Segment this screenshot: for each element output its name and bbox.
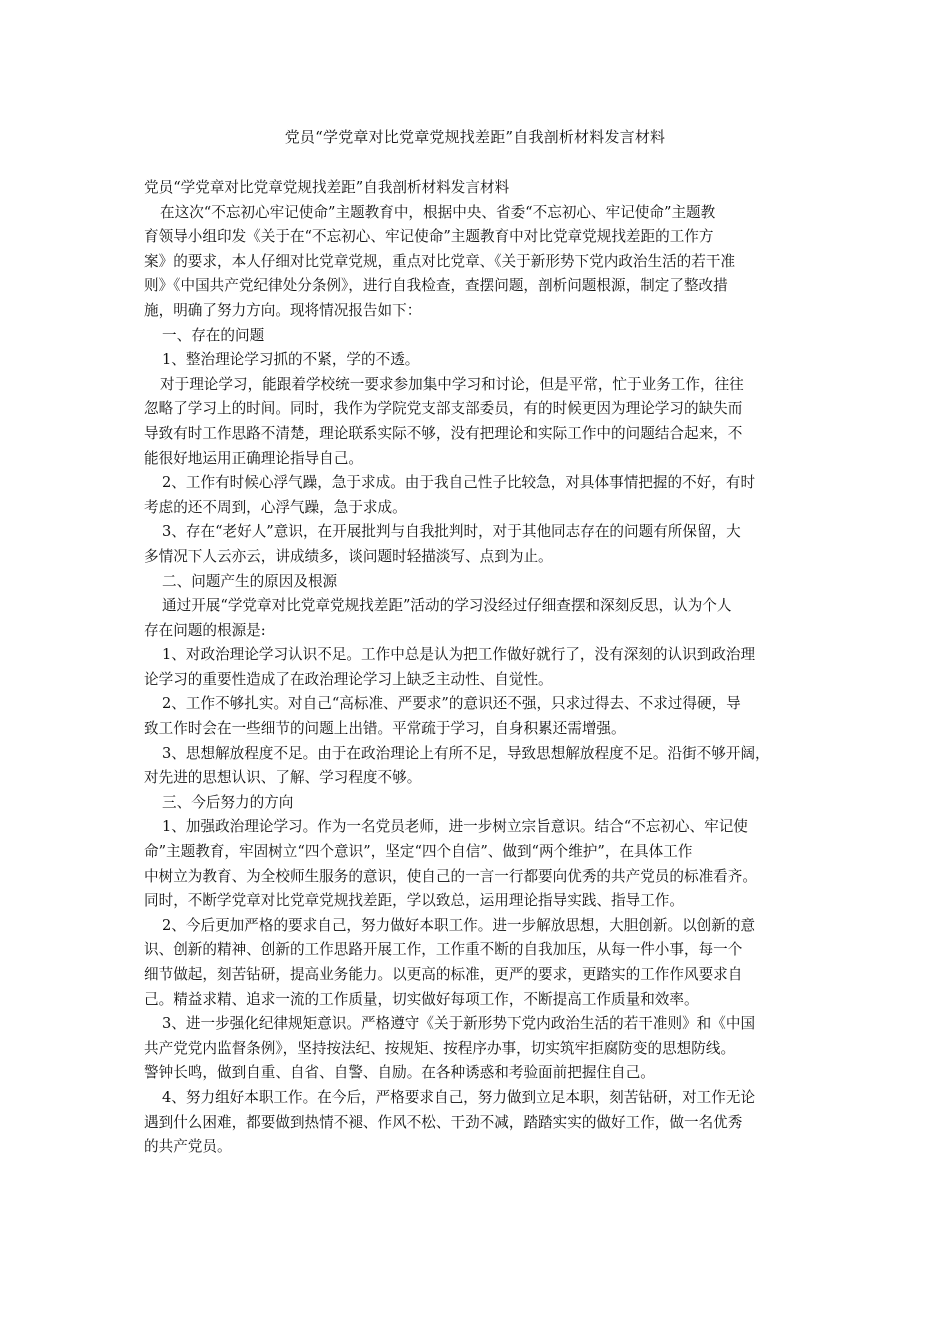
- body-line: 2、工作有时候心浮气躁，急于求成。由于我自己性子比较急，对具体事情把握的不好，有时: [162, 474, 756, 492]
- body-line: 2、今后更加严格的要求自己，努力做好本职工作。进一步解放思想，大胆创新。以创新的意: [162, 916, 756, 934]
- body-line: 1、加强政治理论学习。作为一名党员老师，进一步树立宗旨意识。结合“不忘初心、牢记使: [162, 818, 748, 836]
- body-line: 对先进的思想认识、了解、学习程度不够。: [144, 769, 422, 787]
- body-line: 对于理论学习，能跟着学校统一要求参加集中学习和讨论，但是平常，忙于业务工作，往往: [160, 375, 744, 393]
- body-line: 同时，不断学党章对比党章党规找差距，学以致总，运用理论指导实践、指导工作。: [144, 892, 684, 910]
- body-line: 己。精益求精、追求一流的工作质量，切实做好每项工作，不断提高工作质量和效率。: [144, 990, 699, 1008]
- section-heading: 三、今后努力的方向: [162, 793, 294, 811]
- body-line: 则》《中国共产党纪律处分条例》，进行自我检查，查摆问题，剖析问题根源，制定了整改措: [144, 277, 728, 295]
- body-line: 2、工作不够扎实。对自己“高标准、严要求”的意识还不强，只求过得去、不求过得硬，导: [162, 695, 741, 713]
- body-line: 导致有时工作思路不清楚，理论联系实际不够，没有把理论和实际工作中的问题结合起来，不: [144, 424, 743, 442]
- body-line: 识、创新的精神、创新的工作思路开展工作，工作重不断的自我加压，从每一件小事，每一个: [144, 941, 743, 959]
- body-line: 施，明确了努力方向。现将情况报告如下：: [144, 301, 422, 319]
- body-line: 在这次“不忘初心牢记使命”主题教育中，根据中央、省委“不忘初心、牢记使命”主题教: [160, 203, 716, 221]
- body-line: 遇到什么困难，都要做到热情不褪、作风不松、干劲不减，踏踏实实的做好工作，做一名优秀: [144, 1113, 743, 1131]
- body-line: 细节做起，刻苦钻研，提高业务能力。以更高的标准，更严的要求，更踏实的工作作风要求自: [144, 966, 743, 983]
- body-line: 3、存在“老好人”意识，在开展批判与自我批判时，对于其他同志存在的问题有所保留，大: [162, 523, 741, 541]
- body-line: 考虑的还不周到，心浮气躁，急于求成。: [144, 498, 407, 516]
- body-line: 存在问题的根源是:: [144, 621, 266, 639]
- body-line: 警钟长鸣，做到自重、自省、自警、自励。在各种诱惑和考验面前把握住自己。: [144, 1064, 655, 1082]
- body-line: 案》的要求，本人仔细对比党章党规，重点对比党章、《关于新形势下党内政治生活的若干准: [144, 252, 736, 270]
- body-line: 4、努力组好本职工作。在今后，严格要求自己，努力做到立足本职，刻苦钻研，对工作无论: [162, 1088, 756, 1106]
- body-line: 3、思想解放程度不足。由于在政治理论上有所不足，导致思想解放程度不足。沿街不够开阔，: [162, 744, 770, 762]
- body-line: 中树立为教育、为全校师生服务的意识，使自己的一言一行都要向优秀的共产党员的标准看齐。: [144, 867, 757, 885]
- body-line: 党员“学党章对比党章党规找差距”自我剖析材料发言材料: [144, 179, 510, 196]
- section-heading: 二、问题产生的原因及根源: [162, 572, 338, 590]
- body-line: 3、进一步强化纪律规矩意识。严格遵守《关于新形势下党内政治生活的若干准则》和《中国: [162, 1015, 756, 1033]
- body-line: 1、整治理论学习抓的不紧，学的不透。: [162, 351, 420, 369]
- body-line: 忽略了学习上的时间。同时，我作为学院党支部支部委员，有的时候更因为理论学习的缺失而: [144, 400, 743, 418]
- document-body: [144, 176, 812, 1160]
- body-line: 的共产党员。: [144, 1138, 232, 1156]
- body-line: 多情况下人云亦云，讲成绩多，谈问题时轻描淡写、点到为止。: [144, 547, 553, 565]
- body-line: 共产党党内监督条例》，坚持按法纪、按规矩、按程序办事，切实筑牢拒腐防变的思想防线。: [144, 1039, 736, 1057]
- body-line: 能很好地运用正确理论指导自己。: [144, 449, 363, 467]
- section-heading: 一、存在的问题: [162, 326, 265, 344]
- body-line: 1、对政治理论学习认识不足。工作中总是认为把工作做好就行了，没有深刻的认识到政治理: [162, 646, 756, 664]
- body-line: 致工作时会在一些细节的问题上出错。平常疏于学习，自身积累还需增强。: [144, 720, 626, 738]
- body-line: 命”主题教育，牢固树立“四个意识”，坚定“四个自信”、做到“两个维护”，在具体工作: [144, 843, 693, 861]
- body-line: 育领导小组印发《关于在“不忘初心、牢记使命”主题教育中对比党章党规找差距的工作方: [144, 228, 714, 246]
- document-title: 党员“学党章对比党章党规找差距”自我剖析材料发言材料: [284, 128, 666, 146]
- body-line: 通过开展“学党章对比党章党规找差距”活动的学习没经过仔细查摆和深刻反思，认为个人: [162, 597, 732, 615]
- body-line: 论学习的重要性造成了在政治理论学习上缺乏主动性、自觉性。: [144, 670, 553, 688]
